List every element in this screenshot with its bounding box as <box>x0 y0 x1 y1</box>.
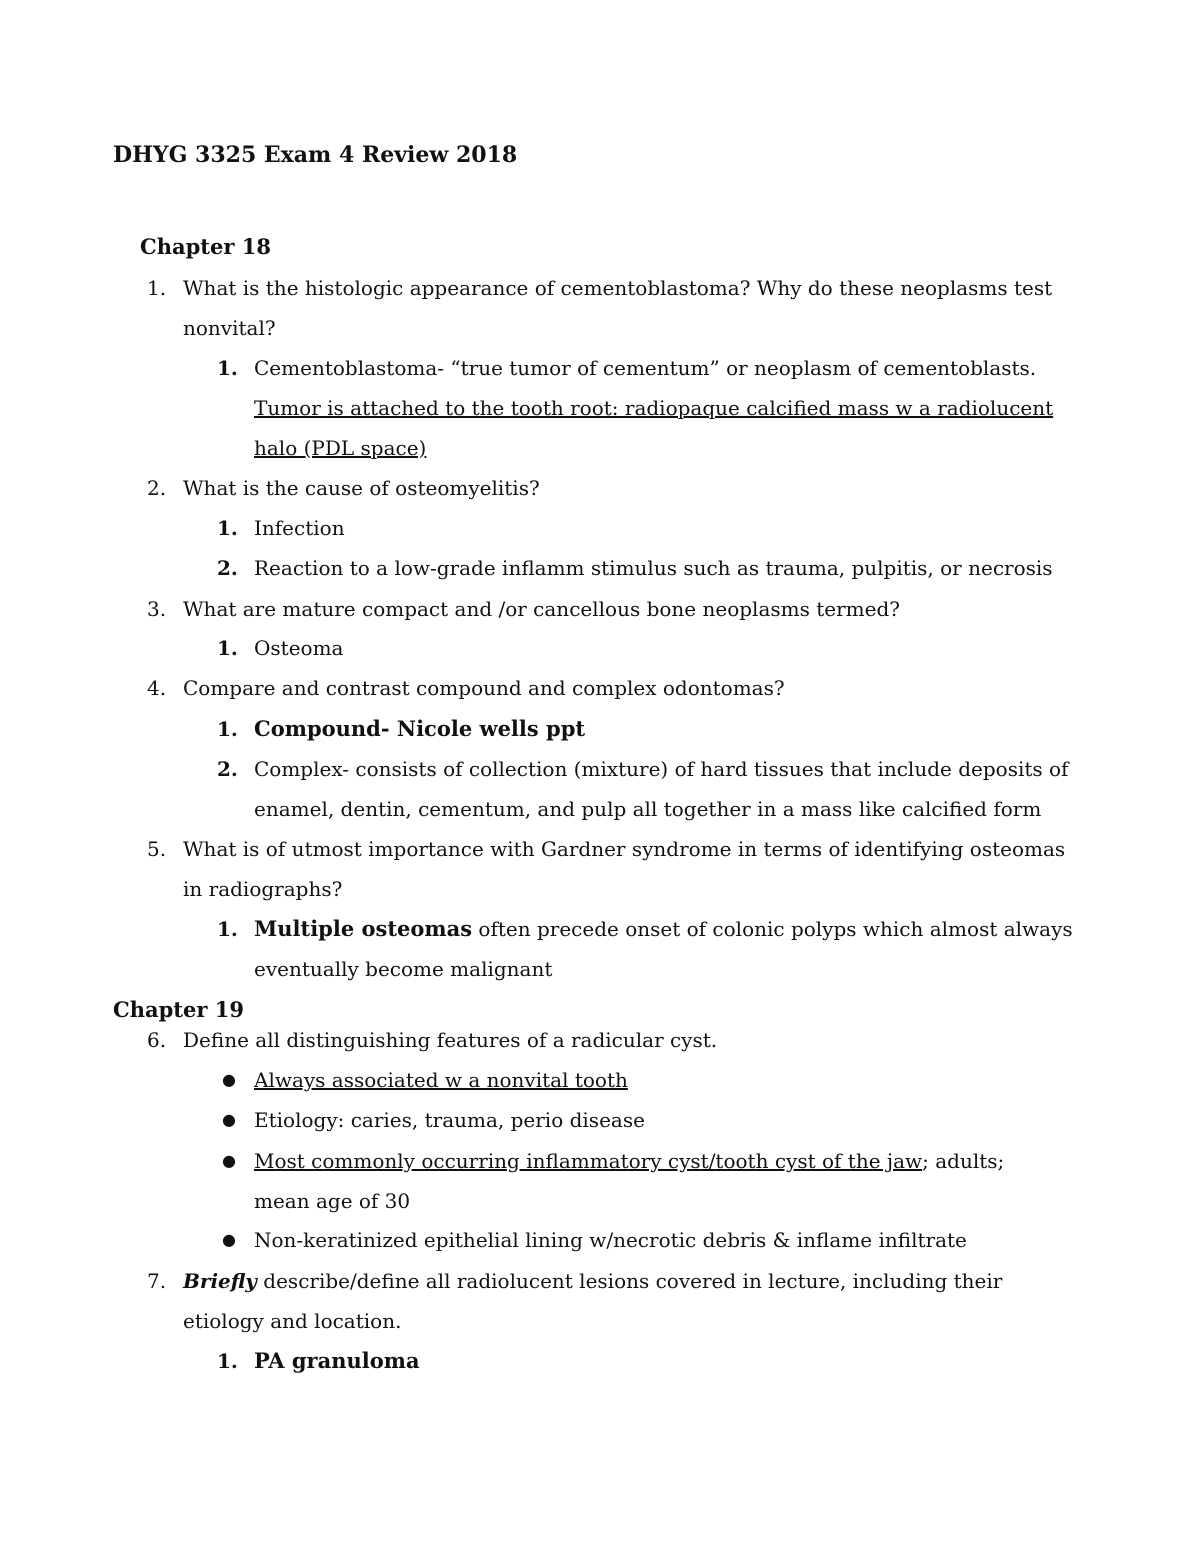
q6-bullet-4: Non-keratinized epithelial lining w/necrotic debris & inflame infiltrate <box>254 1228 967 1252</box>
q2-answer-1-number: 1. <box>217 516 238 540</box>
q5-answer-1-rest: often precede onset of colonic polyps which almost always <box>472 917 1073 941</box>
chapter-18-heading: Chapter 18 <box>140 234 271 259</box>
bullet-icon: ● <box>222 1110 236 1129</box>
q3-text: What are mature compact and /or cancellous bone neoplasms termed? <box>183 597 900 621</box>
q4-answer-2-line-1: Complex- consists of collection (mixture) of hard tissues that include deposits of <box>254 757 1069 781</box>
q5-line-2: in radiographs? <box>183 877 343 901</box>
q6-bullet-3-rest: ; adults; <box>922 1149 1005 1173</box>
chapter-19-heading: Chapter 19 <box>113 997 244 1022</box>
q2-answer-2-number: 2. <box>217 556 238 580</box>
q6-number: 6. <box>147 1028 167 1052</box>
q7-answer-1: PA granuloma <box>254 1348 420 1373</box>
q4-text: Compare and contrast compound and complex odontomas? <box>183 676 785 700</box>
q2-answer-1: Infection <box>254 516 345 540</box>
q1-line-2: nonvital? <box>183 316 276 340</box>
q6-bullet-2: Etiology: caries, trauma, perio disease <box>254 1108 645 1132</box>
bullet-icon: ● <box>222 1230 236 1249</box>
q7-line-2: etiology and location. <box>183 1309 402 1333</box>
q1-answer-1-line-3: halo (PDL space) <box>254 436 427 460</box>
q4-answer-2-line-2: enamel, dentin, cementum, and pulp all together in a mass like calcified form <box>254 797 1042 821</box>
q6-bullet-3-line-1 <box>254 1141 1004 1181</box>
q4-answer-1-number: 1. <box>217 717 238 741</box>
q5-answer-1-line-1 <box>254 909 1073 949</box>
q7-answer-1-number: 1. <box>217 1349 238 1373</box>
bullet-icon: ● <box>222 1070 236 1089</box>
q7-emphasis: Briefly <box>183 1269 257 1293</box>
q1-number: 1. <box>147 276 167 300</box>
q6-bullet-1: Always associated w a nonvital tooth <box>254 1068 628 1092</box>
q3-number: 3. <box>147 597 167 621</box>
q4-number: 4. <box>147 676 167 700</box>
q1-answer-1-line-2: Tumor is attached to the tooth root: radiopaque calcified mass w a radiolucent <box>254 396 1054 420</box>
q6-bullet-3-line-2: mean age of 30 <box>254 1189 411 1213</box>
q4-answer-2-number: 2. <box>217 757 238 781</box>
q7-line-1 <box>183 1261 1002 1301</box>
q1-answer-1-line-1: Cementoblastoma- “true tumor of cementum” or neoplasm of cementoblasts. <box>254 356 1037 380</box>
q3-answer-1-number: 1. <box>217 636 238 660</box>
q4-answer-1: Compound- Nicole wells ppt <box>254 716 586 741</box>
document-title: DHYG 3325 Exam 4 Review 2018 <box>113 142 518 168</box>
q5-line-1: What is of utmost importance with Gardner syndrome in terms of identifying osteomas <box>183 837 1066 861</box>
q7-line-1-rest: describe/define all radiolucent lesions covered in lecture, including their <box>256 1269 1003 1293</box>
q3-answer-1: Osteoma <box>254 636 344 660</box>
bullet-icon: ● <box>222 1151 236 1170</box>
q2-number: 2. <box>147 476 167 500</box>
q2-text: What is the cause of osteomyelitis? <box>183 476 540 500</box>
q5-number: 5. <box>147 837 167 861</box>
q5-answer-1-line-2: eventually become malignant <box>254 957 553 981</box>
q5-answer-1-bold: Multiple osteomas <box>254 916 473 941</box>
q6-text: Define all distinguishing features of a radicular cyst. <box>183 1028 718 1052</box>
q5-answer-1-number: 1. <box>217 917 238 941</box>
q1-answer-1-number: 1. <box>217 356 238 380</box>
q7-number: 7. <box>147 1269 167 1293</box>
q1-line-1: What is the histologic appearance of cementoblastoma? Why do these neoplasms test <box>183 276 1053 300</box>
q2-answer-2: Reaction to a low-grade inflamm stimulus such as trauma, pulpitis, or necrosis <box>254 556 1053 580</box>
q6-bullet-3-underlined: Most commonly occurring inflammatory cyst/tooth cyst of the jaw <box>254 1149 923 1173</box>
